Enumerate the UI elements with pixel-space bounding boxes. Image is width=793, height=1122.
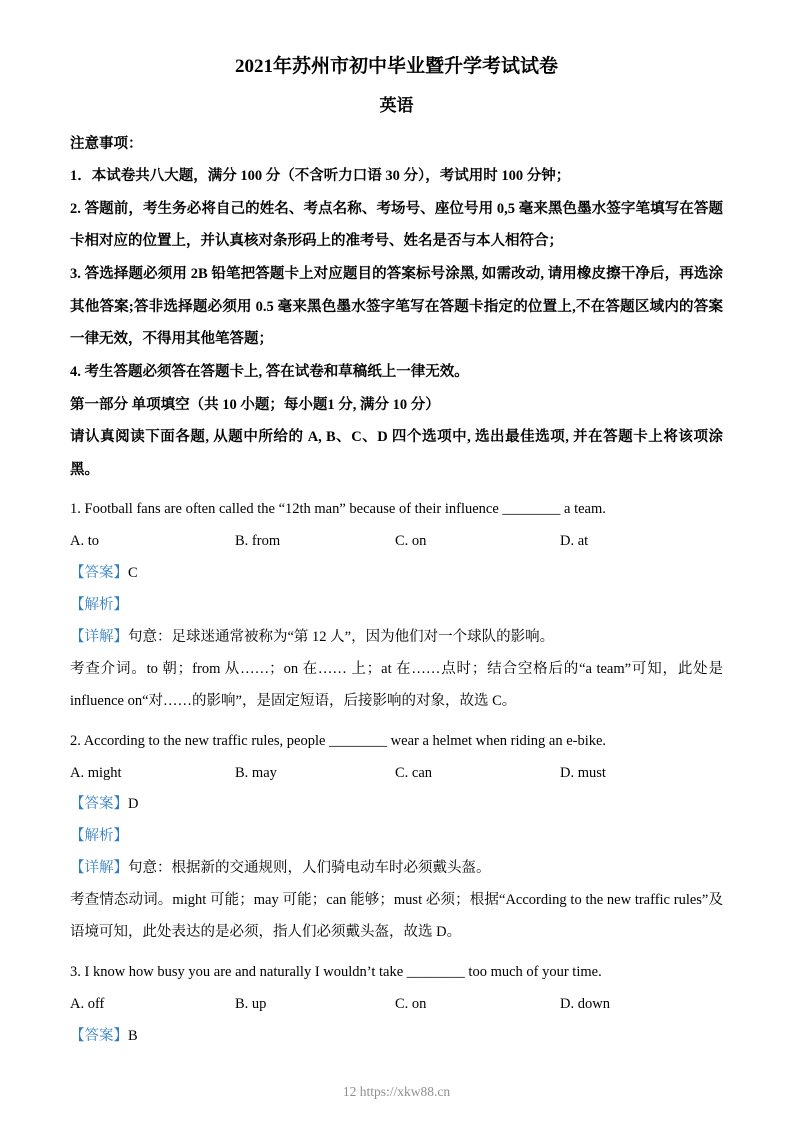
detail-text: 句意：根据新的交通规则，人们骑电动车时必须戴头盔。 [128,860,491,877]
paper-title: 2021年苏州市初中毕业暨升学考试试卷 [234,56,558,77]
option-c: C. can [395,764,433,781]
detail-line [70,622,723,654]
question-block-2 [70,726,723,949]
detail-continuation: 考查情态动词。might 可能；may 可能；can 能够；must 必须；根据“According to the new traffic rules”及语境可知，此处表达的是必须，指人们必须戴头盔，故选 D。 [70,892,723,941]
paper-subject: 英语 [379,96,414,116]
answer-value: B [128,1027,138,1044]
option-b: B. up [235,995,267,1012]
question-stem: 2. According to the new traffic rules, people ________ wear a helmet when riding an e-bike. [70,732,607,749]
option-a: A. might [70,764,122,781]
answer-line [70,789,723,821]
answer-label: 【答案】 [70,1027,128,1044]
option-d: D. at [560,533,589,550]
detail-label: 【详解】 [70,629,128,646]
question-options [70,526,723,558]
option-c: C. on [395,533,427,550]
question-stem: 1. Football fans are often called the “12th man” because of their influence ________ a team. [70,501,606,518]
question-options [70,758,723,790]
option-a: A. off [70,995,105,1012]
answer-value: C [128,565,138,582]
notice-item-3: 3. 答选择题必须用 2B 铅笔把答题卡上对应题目的答案标号涂黑, 如需改动, 请用橡皮擦干净后，再选涂其他答案;答非选择题必须用 0.5 毫来黑色墨水签字笔写在答题卡指定的位置上,不在答题区域内的答案一律无效，不得用其他笔答题； [70,266,723,348]
option-b: B. may [235,764,277,781]
question-stem: 3. I know how busy you are and naturally I wouldn’t take ________ too much of your time. [70,963,602,980]
question-block-3 [70,957,723,1053]
option-c: C. on [395,995,427,1012]
detail-text: 句意：足球迷通常被称为“第 12 人”，因为他们对一个球队的影响。 [128,629,555,646]
page-footer [0,1084,793,1100]
notice-item-2: 2. 答题前，考生务必将自己的姓名、考点名称、考场号、座位号用 0,5 毫来黑色墨水签字笔填写在答题卡相对应的位置上，并认真核对条形码上的准考号、姓名是否与本人相符合； [70,200,723,250]
detail-line [70,853,723,885]
section-instructions: 请认真阅读下面各题, 从题中所给的 A, B、C、D 四个选项中, 选出最佳选项, 并在答题卡上将该项涂黑。 [70,429,723,478]
answer-line [70,558,723,590]
notice-heading: 注意事项： [70,135,143,152]
analysis-line [70,821,723,853]
answer-line [70,1021,723,1053]
footer-link[interactable]: 12 https://xkw88.cn [342,1084,451,1099]
question-options [70,989,723,1021]
option-b: B. from [235,533,281,550]
answer-value: D [128,796,139,813]
answer-label: 【答案】 [70,796,128,813]
question-block-1 [70,494,723,717]
analysis-label: 【解析】 [70,828,128,845]
notice-item-4: 4. 考生答题必须答在答题卡上, 答在试卷和草稿纸上一律无效。 [70,363,469,380]
notice-item-1: 1．本试卷共八大题，满分 100 分（不含听力口语 30 分），考试用时 100 分钟； [70,168,571,185]
analysis-line [70,590,723,622]
option-a: A. to [70,533,99,550]
option-d: D. down [560,995,610,1012]
section-heading: 第一部分 单项填空（共 10 小题；每小题1 分, 满分 10 分） [70,396,440,413]
detail-label: 【详解】 [70,860,128,877]
answer-label: 【答案】 [70,565,128,582]
analysis-label: 【解析】 [70,597,128,614]
detail-continuation: 考查介词。to 朝；from 从……；on 在…… 上；at 在……点时；结合空格后的“a team”可知，此处是 influence on“对……的影响”，是固定短语，后接影响的对象，故选 C。 [70,660,723,709]
option-d: D. must [560,764,606,781]
